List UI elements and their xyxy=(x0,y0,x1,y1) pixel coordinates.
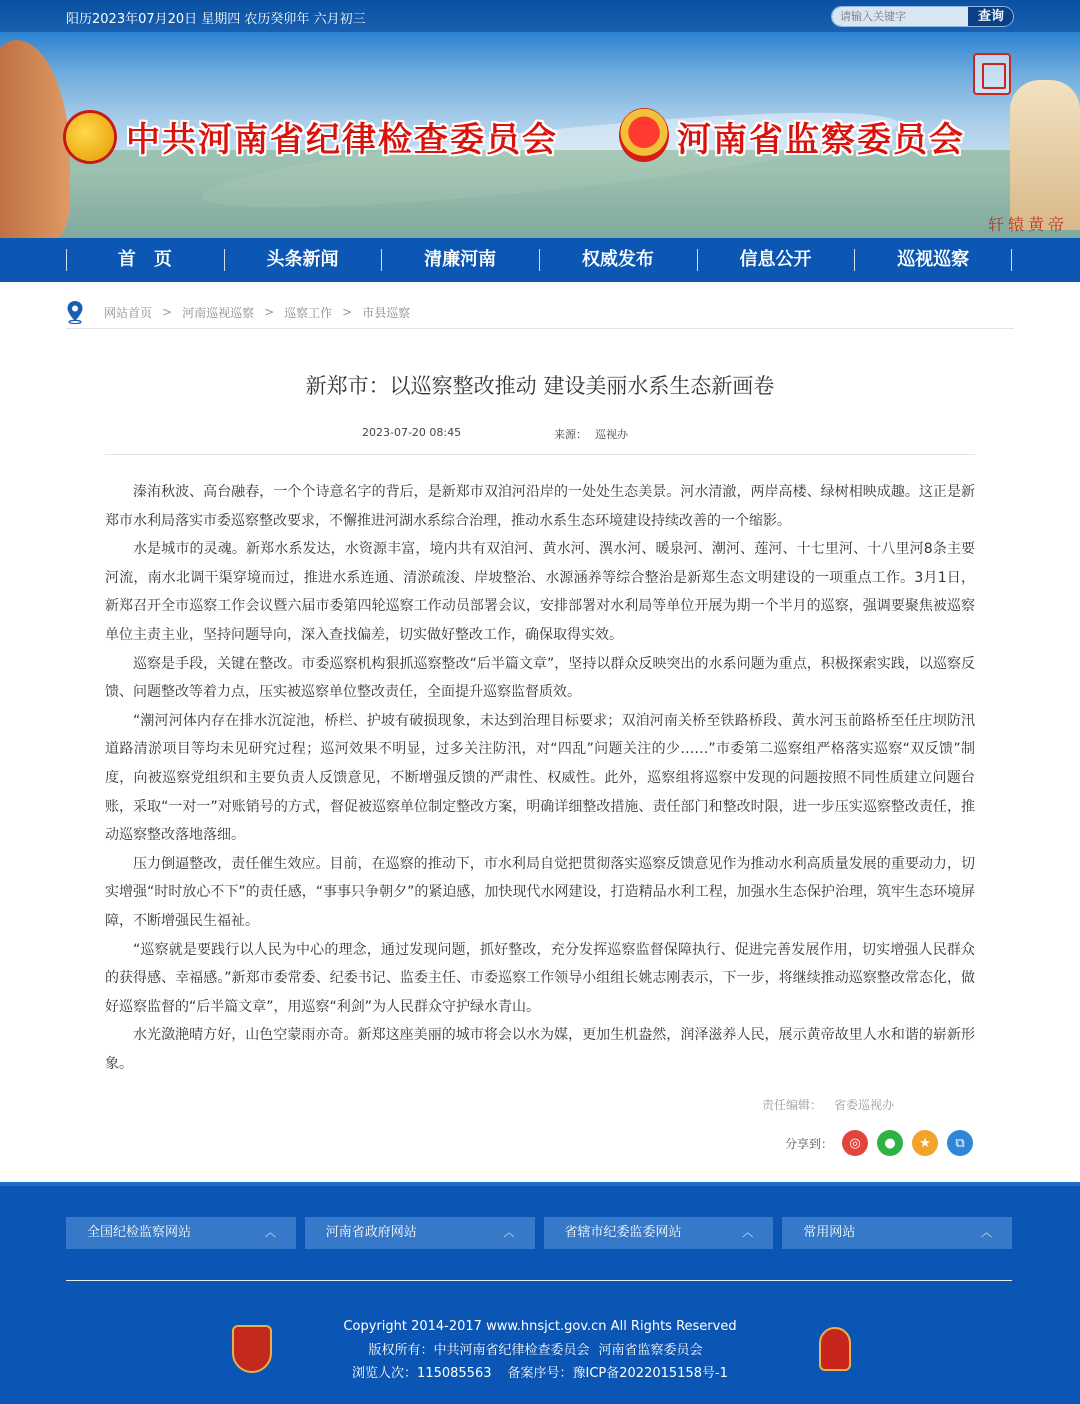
breadcrumb-link-work[interactable]: 巡察工作 xyxy=(284,305,333,320)
article-meta xyxy=(105,424,975,455)
footer-link-selects xyxy=(66,1217,1012,1249)
article-paragraph: 水是城市的灵魂。新郑水系发达，水资源丰富，境内共有双洎河、黄水河、潩水河、暖泉河、潮河、莲河、十七里河、十八里河8条主要河流，南水北调干渠穿境而过，推进水系连通、清淤疏浚、岸坡整治、水源涵养等综合整治是新郑生态文明建设的一项重点工作。3月1日，新郑召开全市巡察工作会议暨六届市委第四轮巡察工作动员部署会议，安排部署对水利局等单位开展为期一个半月的巡察，强调要聚焦被巡察单位主责主业，坚持问题导向，深入查找偏差，切实做好整改工作，确保取得实效。 xyxy=(105,541,975,643)
date-line: 阳历2023年07月20日 星期四 农历癸卯年 六月初三 xyxy=(66,12,366,27)
nav-item-headlines[interactable]: 头条新闻 xyxy=(224,238,382,282)
stats-line xyxy=(0,1362,1080,1386)
source-label: 来源： xyxy=(554,428,587,441)
seal-stamp-icon xyxy=(973,53,1011,95)
breadcrumb-link-home[interactable]: 网站首页 xyxy=(104,305,153,320)
nav-item-clean-henan[interactable]: 清廉河南 xyxy=(381,238,539,282)
select-national-sites[interactable] xyxy=(66,1217,296,1249)
visits-value: 115085563 xyxy=(417,1366,492,1381)
breadcrumb xyxy=(66,296,1014,329)
site-title-right: 河南省监察委员会 xyxy=(677,120,965,160)
site-title-left: 中共河南省纪律检查委员会 xyxy=(126,120,558,160)
nav-item-home[interactable]: 首 页 xyxy=(66,238,224,282)
copy-icon[interactable]: ⧉ xyxy=(947,1130,973,1156)
search-button[interactable]: 查询 xyxy=(968,7,1014,26)
qzone-icon[interactable]: ★ xyxy=(912,1130,938,1156)
statue-image xyxy=(1010,80,1080,230)
copyright-line: Copyright 2014-2017 www.hnsjct.gov.cn All Rights Reserved xyxy=(343,1319,737,1334)
article-title: 新郑市：以巡察整改推动 建设美丽水系生态新画卷 xyxy=(305,374,775,398)
owner-line xyxy=(0,1339,1080,1363)
footer-copyright xyxy=(0,1315,1080,1386)
breadcrumb-separator: > xyxy=(342,305,353,319)
icp-label: 备案序号： xyxy=(507,1366,573,1381)
select-label: 省辖市纪委监委网站 xyxy=(564,1225,682,1240)
chevron-up-icon: ︿ xyxy=(264,1226,276,1239)
banner-rock-decoration xyxy=(0,40,70,238)
breadcrumb-link-county[interactable]: 市县巡察 xyxy=(362,305,411,320)
article-paragraph: “巡察就是要践行以人民为中心的理念，通过发现问题，抓好整改，充分发挥巡察监督保障执行、促进完善发展作用，切实增强人民群众的获得感、幸福感。”新郑市委常委、纪委书记、监委主任、市委巡察工作领导小组组长姚志刚表示，下一步，将继续推动巡察整改常态化，做好巡察监督的“后半篇文章”，用巡察“利剑”为人民群众守护绿水青山。 xyxy=(105,941,975,1015)
nav-item-inspection[interactable]: 巡视巡察 xyxy=(854,238,1012,282)
select-city-sites[interactable] xyxy=(544,1217,774,1249)
chevron-up-icon: ︿ xyxy=(981,1226,992,1239)
select-label: 常用网站 xyxy=(803,1225,856,1240)
visits-label: 浏览人次： xyxy=(352,1366,418,1381)
share-label: 分享到： xyxy=(785,1136,834,1151)
breadcrumb-separator: > xyxy=(264,305,275,319)
editor-value: 省委巡视办 xyxy=(834,1098,895,1112)
header-banner xyxy=(0,0,1080,238)
owner-2: 河南省监察委员会 xyxy=(598,1342,703,1358)
owner-label: 版权所有： xyxy=(368,1342,434,1358)
owner-1: 中共河南省纪律检查委员会 xyxy=(433,1342,590,1358)
banner-corner-text: 轩辕黄帝 xyxy=(988,215,1069,234)
article-editor xyxy=(762,1096,894,1113)
main-nav xyxy=(0,238,1080,282)
select-label: 全国纪检监察网站 xyxy=(87,1225,192,1240)
select-label: 河南省政府网站 xyxy=(325,1225,417,1240)
search-box xyxy=(831,6,1014,27)
article-paragraph: 溱洧秋波、高台融春，一个个诗意名字的背后，是新郑市双洎河沿岸的一处处生态美景。河水清澈，两岸高楼、绿树相映成趣。这正是新郑市水利局落实市委巡察整改要求，不懈推进河湖水系综合治理，推动水系生态环境建设持续改善的一个缩影。 xyxy=(105,484,975,529)
breadcrumb-link-inspection[interactable]: 河南巡视巡察 xyxy=(182,305,255,320)
breadcrumb-separator: > xyxy=(162,305,173,319)
location-pin-icon xyxy=(66,300,84,324)
editor-label: 责任编辑： xyxy=(762,1098,823,1112)
article-source xyxy=(554,426,628,442)
article-paragraph: “潮河河体内存在排水沉淀池，桥栏、护坡有破损现象，未达到治理目标要求；双洎河南关桥至铁路桥段、黄水河玉前路桥至任庄坝防汛道路清淤项目等均未见研究过程；巡河效果不明显，过多关注防汛，对“四乱”问题关注的少……”市委第二巡察组严格落实巡察“双反馈”制度，向被巡察党组织和主要负责人反馈意见，不断增强反馈的严肃性、权威性。此外，巡察组将巡察中发现的问题按照不同性质建立问题台账，采取“一对一”对账销号的方式，督促被巡察单位制定整改方案，明确详细整改措施、责任部门和整改时限，进一步压实巡察整改责任，推动巡察整改落地落细。 xyxy=(105,712,975,844)
footer xyxy=(0,1182,1080,1404)
weibo-icon[interactable]: ◎ xyxy=(842,1130,868,1156)
source-value: 巡视办 xyxy=(595,428,628,441)
article-date: 2023-07-20 08:45 xyxy=(362,426,462,439)
article-paragraph: 压力倒逼整改，责任催生效应。目前，在巡察的推动下，市水利局自觉把贯彻落实巡察反馈意见作为推动水利高质量发展的重要动力，切实增强“时时放心不下”的责任感，“事事只争朝夕”的紧迫感，加快现代水网建设，打造精品水利工程，加强水生态保护治理，筑牢生态环境屏障，不断增强民生福祉。 xyxy=(105,855,975,929)
icp-value[interactable]: 豫ICP备2022015158号-1 xyxy=(572,1366,728,1381)
wechat-icon[interactable]: ● xyxy=(877,1130,903,1156)
footer-divider xyxy=(66,1280,1012,1281)
article-paragraph: 水光潋滟晴方好，山色空蒙雨亦奇。新郑这座美丽的城市将会以水为媒，更加生机盎然，润泽滋养人民，展示黄帝故里人水和谐的崭新形象。 xyxy=(105,1027,975,1072)
footer-top-line xyxy=(0,1182,1080,1186)
nav-item-releases[interactable]: 权威发布 xyxy=(539,238,697,282)
share-bar xyxy=(785,1130,973,1156)
national-emblem-icon xyxy=(619,108,669,162)
select-common-sites[interactable] xyxy=(782,1217,1012,1249)
select-gov-sites[interactable] xyxy=(305,1217,535,1249)
banner-landscape-decoration xyxy=(0,150,1080,238)
nav-item-info-public[interactable]: 信息公开 xyxy=(697,238,855,282)
chevron-up-icon: ︿ xyxy=(503,1226,515,1239)
chevron-up-icon: ︿ xyxy=(742,1226,754,1239)
article-body xyxy=(105,478,975,1078)
party-emblem-icon xyxy=(66,113,114,161)
article-paragraph: 巡察是手段，关键在整改。市委巡察机构狠抓巡察整改“后半篇文章”，坚持以群众反映突出的水系问题为重点，积极探索实践，以巡察反馈、问题整改等着力点，压实被巡察单位整改责任，全面提升巡察监督质效。 xyxy=(105,655,975,701)
search-input[interactable] xyxy=(832,7,968,26)
